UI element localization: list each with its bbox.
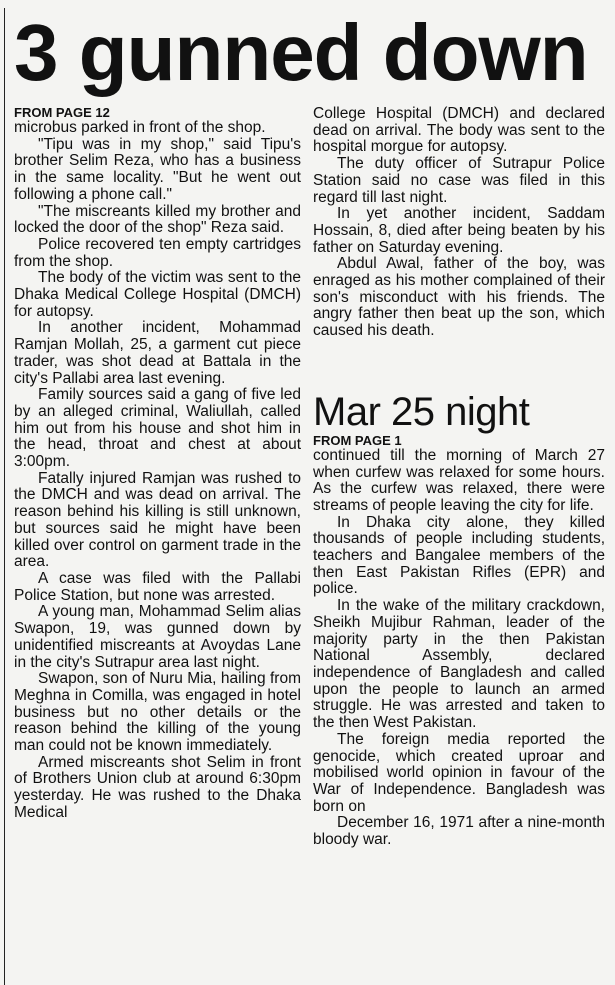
story1-kicker: FROM PAGE 12 bbox=[14, 105, 110, 120]
story1-paragraph: College Hospital (DMCH) and declared dead on arrival. The body was sent to the hospital morgue for autopsy. bbox=[313, 105, 605, 156]
story1-paragraph: A case was filed with the Pallabi Police Station, but none was arrested. bbox=[14, 569, 301, 604]
story2-paragraph: continued till the morning of March 27 when curfew was relaxed for some hours. As the curfew was relaxed, there were streams of people leaving the city for life. bbox=[313, 446, 605, 514]
story2-paragraph: December 16, 1971 after a nine-month bloody war. bbox=[313, 814, 605, 849]
story1-paragraph: Abdul Awal, father of the boy, was enraged as his mother complained of their son's misconduct with his friends. The angry father then beat up the son, which caused his death. bbox=[313, 255, 605, 340]
story1-paragraph: "The miscreants killed my brother and locked the door of the shop" Reza said. bbox=[14, 202, 301, 237]
story1-paragraph: In yet another incident, Saddam Hossain, 8, died after being beaten by his father on Saturday evening. bbox=[313, 205, 605, 256]
story1-left-column bbox=[14, 106, 301, 822]
story1-paragraph: The duty officer of Sutrapur Police Station said no case was filed in this regard till last night. bbox=[313, 155, 605, 206]
story1-paragraph: "Tipu was in my shop," said Tipu's brother Selim Reza, who has a business in the same locality. "But he went out following a phone call." bbox=[14, 135, 301, 203]
story1-paragraph: Family sources said a gang of five led by an alleged criminal, Waliullah, called him out from his house and shot him in the head, throat and chest at about 3:00pm. bbox=[14, 386, 301, 471]
story1-paragraph: Swapon, son of Nuru Mia, hailing from Meghna in Comilla, was engaged in hotel business but no other details or the reason behind the killing of the young man could not be known immediately. bbox=[14, 670, 301, 755]
story1-paragraph: Police recovered ten empty cartridges from the shop. bbox=[14, 235, 301, 270]
story1-paragraph: microbus parked in front of the shop. bbox=[14, 119, 266, 136]
story2-paragraph: In Dhaka city alone, they killed thousands of people including students, teachers and Bangalee members of the then East Pakistan Rifles (EPR) and police. bbox=[313, 513, 605, 598]
headline-mar-25-night: Mar 25 night bbox=[313, 389, 530, 434]
story1-paragraph: The body of the victim was sent to the Dhaka Medical College Hospital (DMCH) for autopsy. bbox=[14, 269, 301, 320]
story1-paragraph: Fatally injured Ramjan was rushed to the DMCH and was dead on arrival. The reason behind his killing is still unknown, but sources said he might have been killed over control on garment trade in the area. bbox=[14, 469, 301, 571]
story2-paragraph: In the wake of the military crackdown, Sheikh Mujibur Rahman, leader of the majority party in the then Pakistan National Assembly, declared independence of Bangladesh and called upon the people to launch an armed struggle. He was arrested and taken to the then West Pakistan. bbox=[313, 597, 605, 732]
story1-paragraph: A young man, Mohammad Selim alias Swapon, 19, was gunned down by unidentified miscreants at Avoydas Lane in the city's Sutrapur area last night. bbox=[14, 603, 301, 671]
right-column bbox=[313, 106, 605, 849]
headline-gunned-down: 3 gunned down bbox=[14, 8, 588, 97]
story1-paragraph: In another incident, Mohammad Ramjan Mollah, 25, a garment cut piece trader, was shot dead at Battala in the city's Pallabi area last evening. bbox=[14, 319, 301, 387]
story1-paragraph: Armed miscreants shot Selim in front of Brothers Union club at around 6:30pm yesterday. He was rushed to the Dhaka Medical bbox=[14, 753, 301, 821]
story2-kicker: FROM PAGE 1 bbox=[313, 432, 402, 448]
column-rule bbox=[4, 8, 5, 985]
story2-paragraph: The foreign media reported the genocide, which created uproar and mobilised world opinion in favour of the War of Independence. Bangladesh was born on bbox=[313, 730, 605, 815]
